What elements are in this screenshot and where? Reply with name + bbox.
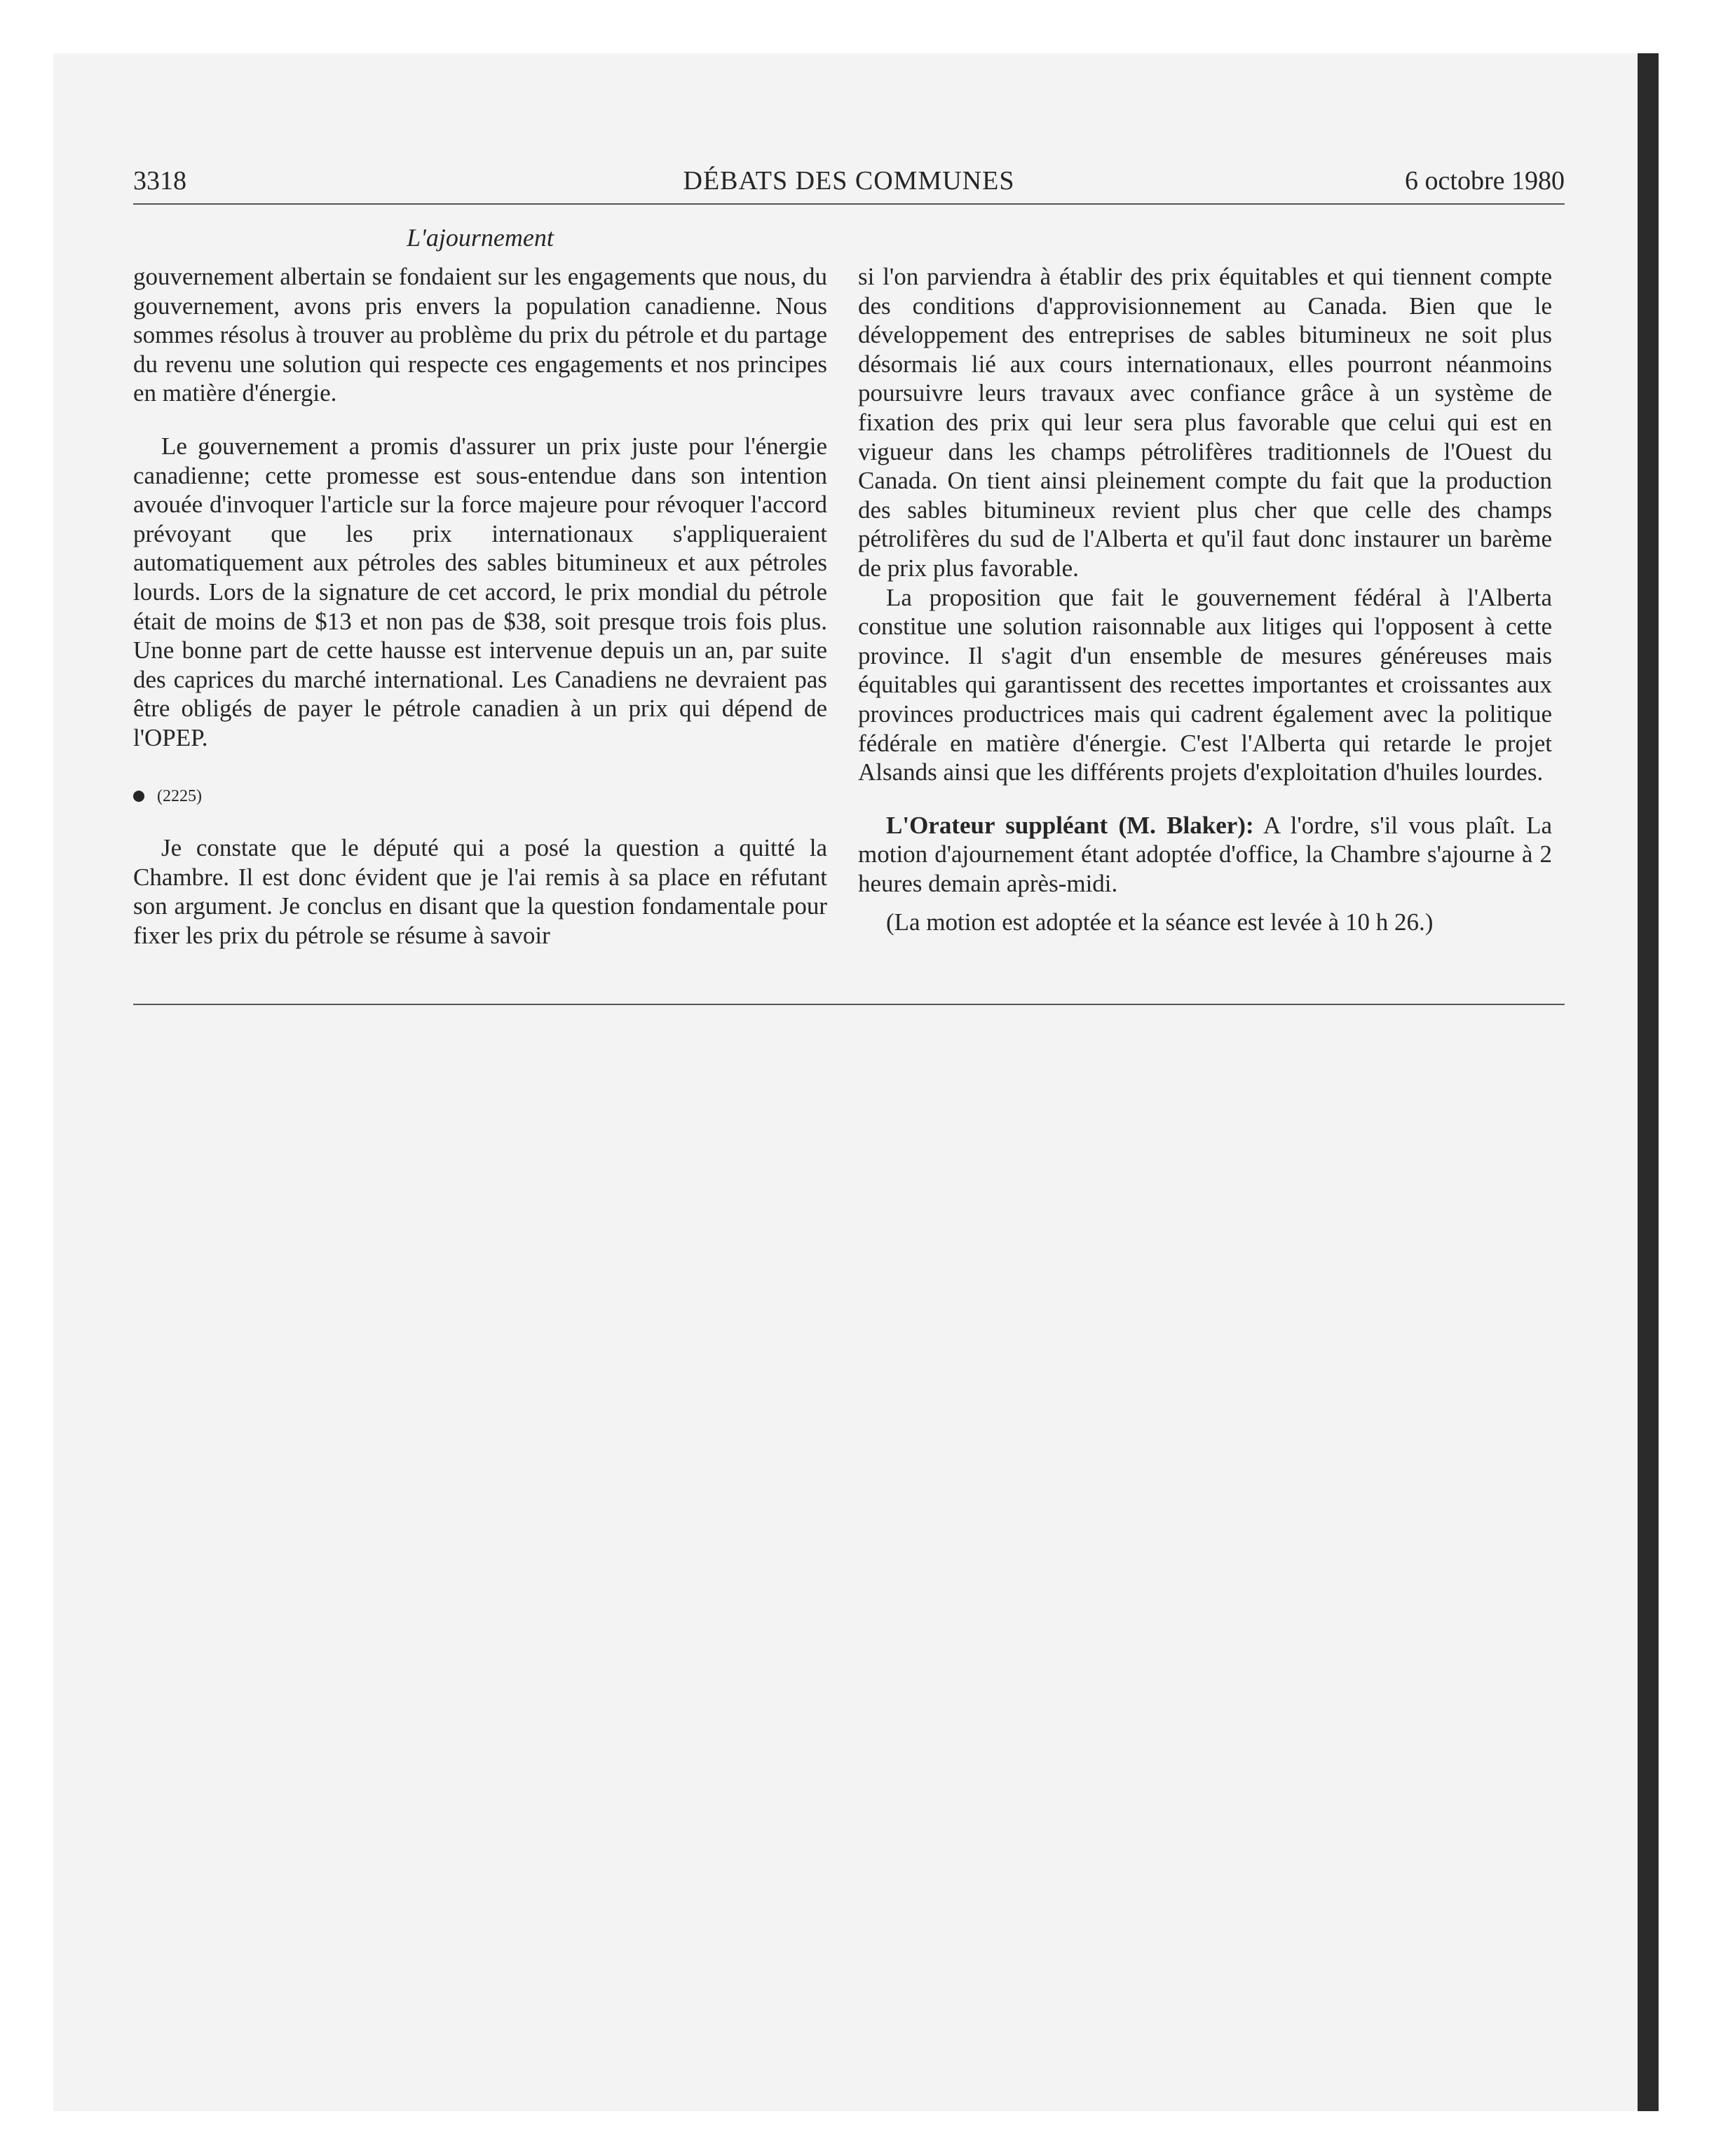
right-paragraph-1: si l'on parviendra à établir des prix équitables et qui tiennent compte des conditions d'approvisionnement au Canada. Bien que le développement des entreprises de sables bitumineux ne soit plus désormais lié aux cours internationaux, elles pourront néanmoins poursuivre leurs travaux avec confiance grâce à un système de fixation des prix qui leur sera plus favorable que celui qui est en vigueur dans les champs pétrolifères traditionnels de l'Ouest du Canada. On tient ainsi pleinement compte du fait que la production des sables bitumineux revient plus cher que celle des champs pétrolifères du sud de l'Alberta et qu'il faut donc instaurer un barème de prix plus favorable. xyxy=(858,263,1552,582)
page-title: DÉBATS DES COMMUNES xyxy=(683,166,1015,196)
footer-rule xyxy=(133,1004,1565,1005)
closing-note: (La motion est adoptée et la séance est levée à 10 h 26.) xyxy=(886,908,1434,936)
page-header xyxy=(133,165,1565,207)
timestamp-text: (2225) xyxy=(157,786,202,805)
timestamp-marker xyxy=(133,782,827,812)
left-column xyxy=(133,262,827,950)
right-column xyxy=(858,262,1552,937)
speaker-text: A l'ordre, s'il vous plaît. La motion d'ajournement étant adoptée d'office, la Chambre s'ajourne à 2 heures demain après-midi. xyxy=(858,811,1552,897)
left-paragraph-3: Je constate que le député qui a posé la question a quitté la Chambre. Il est donc évident que je l'ai remis à sa place en réfutant son argument. Je conclus en disant que la question fondamentale pour fixer les prix du pétrole se résume à savoir xyxy=(133,834,827,949)
section-title: L'ajournement xyxy=(407,224,554,252)
speaker-name: L'Orateur suppléant (M. Blaker): xyxy=(886,811,1254,839)
speaker-paragraph xyxy=(858,811,1552,899)
header-rule xyxy=(133,203,1565,205)
page-number: 3318 xyxy=(133,166,186,196)
bullet-icon xyxy=(133,791,144,802)
right-paragraph-2: La proposition que fait le gouvernement fédéral à l'Alberta constitue une solution raisonnable aux litiges qui l'opposent à cette province. Il s'agit d'un ensemble de mesures généreuses mais équitables qui garantissent des recettes importantes et croissantes aux provinces productrices mais qui cadrent également avec la politique fédérale en matière d'énergie. C'est l'Alberta qui retarde le projet Alsands ainsi que les différents projets d'exploitation d'huiles lourdes. xyxy=(858,583,1552,786)
page-date: 6 octobre 1980 xyxy=(1405,166,1565,196)
left-paragraph-1: gouvernement albertain se fondaient sur les engagements que nous, du gouvernement, avons pris envers la population canadienne. Nous sommes résolus à trouver au problème du prix du pétrole et du partage du revenu une solution qui respecte ces engagements et nos principes en matière d'énergie. xyxy=(133,263,827,407)
scan-edge-strip xyxy=(1638,53,1659,2111)
left-paragraph-2: Le gouvernement a promis d'assurer un prix juste pour l'énergie canadienne; cette promesse est sous-entendue dans son intention avouée d'invoquer l'article sur la force majeure pour révoquer l'accord prévoyant que les prix internationaux s'appliqueraient automatiquement aux pétroles des sables bitumineux et aux pétroles lourds. Lors de la signature de cet accord, le prix mondial du pétrole était de moins de $13 et non pas de $38, soit presque trois fois plus. Une bonne part de cette hausse est intervenue depuis un an, par suite des caprices du marché international. Les Canadiens ne devraient pas être obligés de payer le pétrole canadien à un prix qui dépend de l'OPEP. xyxy=(133,432,827,751)
